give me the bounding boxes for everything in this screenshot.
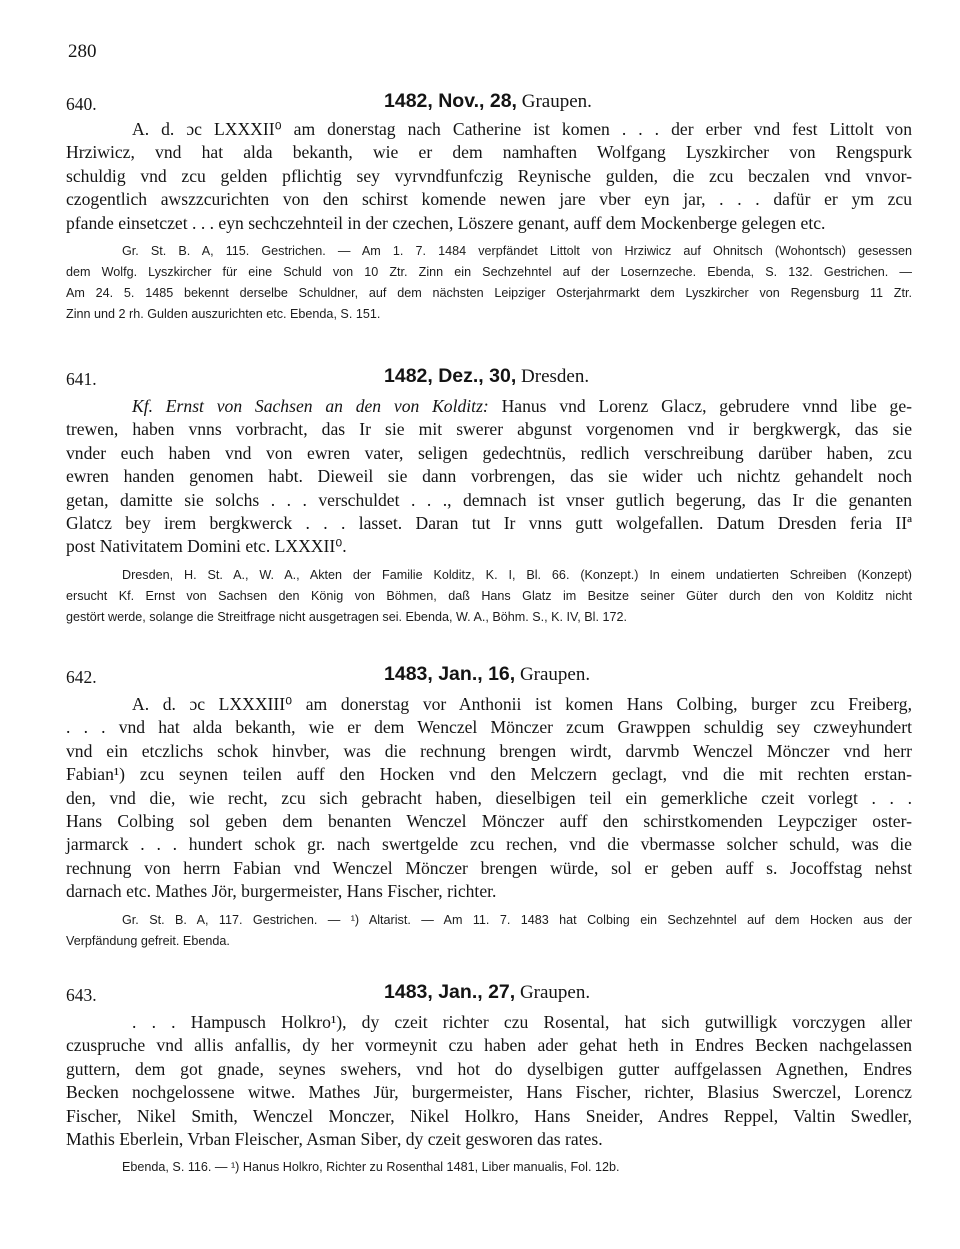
entry-place: Dresden. bbox=[521, 366, 590, 387]
text-line: schuldig vnd zcu gelden pflichtig sey vyrvndfunfczig Reynische gulden, die zcu beczalen vnd vnvor- bbox=[66, 165, 912, 186]
text-line: Mathis Eberlein, Vrban Fleischer, Asman Siber, dy czeit gesworen das rates. bbox=[66, 1129, 603, 1150]
note-line: Ebenda, S. 116. — ¹) Hanus Holkro, Richter zu Rosenthal 1481, Liber manualis, Fol. 12b. bbox=[122, 1160, 620, 1175]
note-line: gestört werde, solange die Streitfrage nicht ausgetragen sei. Ebenda, W. A., Böhm. S., K. IV, Bl. 172. bbox=[66, 609, 627, 624]
note-line: Dresden, H. St. A., W. A., Akten der Familie Kolditz, K. I, Bl. 66. (Konzept.) In einem undatierten Schreiben (Konzept) bbox=[122, 567, 912, 582]
text-line: Glatcz bey irem bergkwerck . . . lasset. Daran tut Ir vnns gutt wolgefallen. Datum Dresden feria IIª bbox=[66, 513, 912, 534]
entry-text bbox=[66, 1011, 912, 1151]
page-number: 280 bbox=[68, 41, 97, 62]
entry-text bbox=[66, 118, 912, 235]
text-line: trewen, haben vnns vorbracht, das Ir sie mit swerer abgunst vorgenomen vnd ir bergkwergk, das sie bbox=[66, 419, 912, 440]
entry-date: 1483, Jan., 27, bbox=[384, 981, 516, 1003]
entry-heading bbox=[66, 90, 912, 124]
entry-text bbox=[66, 395, 912, 559]
text-line: Becken nochgelossene witwe. Mathes Jür, burgermeister, Hans Fischer, richter, Blasius Swerczel, Lorencz bbox=[66, 1082, 912, 1103]
text-run: Hanus vnd Lorenz Glacz, gebrudere vnnd libe ge- bbox=[501, 396, 912, 416]
text-line: A. d. ɔc LXXXIII⁰ am donerstag vor Anthonii ist komen Hans Colbing, burger zcu Freiberg, bbox=[132, 694, 912, 714]
entry-date-place bbox=[384, 365, 589, 388]
entry-number: 643. bbox=[66, 985, 97, 1005]
text-line: Hrziwicz, vnd hat alda bekanth, wie er dem namhaften Wolfgang Lyszkircher von Rengspurk bbox=[66, 142, 912, 163]
entry-text bbox=[66, 693, 912, 904]
entry-number: 642. bbox=[66, 667, 97, 687]
entry-642 bbox=[66, 663, 912, 952]
text-line: Fabian¹) zcu seynen teilen auff den Hocken vnd den Melczern geclagt, vnd die mit rechten erstan- bbox=[66, 764, 912, 785]
text-line: Hans Colbing sol geben dem benanten Wenczel Mönczer auff den schirstkomenden Leypcziger oster- bbox=[66, 811, 912, 832]
entry-date: 1483, Jan., 16, bbox=[384, 663, 516, 685]
text-line: post Nativitatem Domini etc. LXXXII⁰. bbox=[66, 536, 347, 557]
entry-date-place bbox=[384, 981, 590, 1004]
entry-heading bbox=[66, 365, 912, 399]
entry-643 bbox=[66, 981, 912, 1178]
note-line: Gr. St. B. A, 115. Gestrichen. — Am 1. 7. 1484 verpfändet Littolt von Hrziwicz auf Ohnitsch (Wohontsch) gesessen bbox=[122, 244, 912, 259]
text-line: czuspruche vnd allis anfallis, dy her vormeynit czu haben ader gehat heth in Endres Becken nachgelassen bbox=[66, 1035, 912, 1056]
entry-date: 1482, Dez., 30, bbox=[384, 365, 517, 387]
entry-place: Graupen. bbox=[519, 982, 591, 1003]
text-line: czogentlich awszzcurichten von den schirst komende newen jare vber eyn jar, . . . dafür er ym zcu bbox=[66, 189, 912, 210]
text-line: guttern, dem got gnade, seynes swehers, vnd hot do dyselbigen gutter auffgelassen Agnethen, Endres bbox=[66, 1058, 912, 1079]
note-line: Verpfändung gefreit. Ebenda. bbox=[66, 933, 230, 948]
text-line: jarmarck . . . hundert schok gr. nach swertgelde zcu rechen, vnd die vbermasse solcher schuld, was die bbox=[66, 834, 912, 855]
entry-note bbox=[66, 241, 912, 325]
text-line: vnd ein etczlichs schok hinvber, was die rechnung brengen wirdt, darvmb Wenczel Mönczer vnd herr bbox=[66, 740, 912, 761]
entry-number: 640. bbox=[66, 94, 97, 114]
entry-note bbox=[66, 910, 912, 952]
entry-place: Graupen. bbox=[521, 91, 592, 112]
text-line: den, vnd die, wie recht, zcu sich gebracht haben, dieselbigen teil ein gemerkliche czeit vorlegt . . . bbox=[66, 787, 912, 808]
entry-heading bbox=[66, 663, 912, 697]
note-line: ersucht Kf. Ernst von Sachsen den König von Böhmen, daß Hans Glatz im Besitze seiner Güter durch den von Kolditz nicht bbox=[66, 588, 912, 603]
entry-place: Graupen. bbox=[519, 664, 591, 685]
entry-date-place bbox=[384, 90, 592, 113]
note-line: Gr. St. B. A, 117. Gestrichen. — ¹) Altarist. — Am 11. 7. 1483 hat Colbing ein Sechzehntel auf dem Hocken aus der bbox=[122, 912, 912, 927]
note-line: Zinn und 2 rh. Gulden auszurichten etc. Ebenda, S. 151. bbox=[66, 307, 381, 322]
text-line: ewren handen genomen habt. Dieweil sie dann vorbrengen, das sie wider uch nichtz gehandelt noch bbox=[66, 466, 912, 487]
text-line: . . . Hampusch Holkro¹), dy czeit richter czu Rosental, hat sich gutwilligk vorczygen aller bbox=[132, 1012, 912, 1032]
text-line: vnder euch haben vnd von ewren vater, seligen gedechtnüs, redlich verschreibung darüber haben, zcu bbox=[66, 442, 912, 463]
entry-640 bbox=[66, 90, 912, 325]
text-line: getan, damitte sie solchs . . . verschuldet . . ., demnach ist vnser gutlich begerung, das Ir die genanten bbox=[66, 489, 912, 510]
entry-heading bbox=[66, 981, 912, 1015]
entry-note bbox=[66, 565, 912, 628]
text-line: Fischer, Nikel Smith, Wenczel Monczer, Nikel Holkro, Hans Sneider, Andres Reppel, Valtin Swedler, bbox=[66, 1105, 912, 1126]
text-line: pfande einsetczet . . . eyn sechczehnteil in der czechen, Löszere genant, auff dem Mockenberge gelegen etc. bbox=[66, 212, 826, 233]
text-line: . . . vnd hat alda bekanth, wie er dem Wenczel Mönczer zcum Grawppen schuldig sey czweyhundert bbox=[66, 717, 912, 738]
note-line: Am 24. 5. 1485 bekennt derselbe Schuldner, auf dem nächsten Leipziger Osterjahrmarkt dem Lyszkircher von Regensburg 11 Ztr. bbox=[66, 286, 912, 301]
text-line: A. d. ɔc LXXXII⁰ am donerstag nach Catherine ist komen . . . der erber vnd fest Littolt von bbox=[132, 119, 912, 139]
text-line: rechnung von herrn Fabian vnd Wenczel Mönczer brengen würde, sol er geben auff s. Jocoffstag nehst bbox=[66, 857, 912, 878]
note-line: dem Wolfg. Lyszkircher für eine Schuld von 10 Ztr. Zinn ein Sechzehntel auf der Losernzeche. Ebenda, S. 132. Gestrichen. — bbox=[66, 265, 912, 280]
text-line: darnach etc. Mathes Jör, burgermeister, Hans Fischer, richter. bbox=[66, 881, 497, 902]
entry-address: Kf. Ernst von Sachsen an den von Kolditz: bbox=[132, 396, 489, 416]
entry-note bbox=[66, 1157, 912, 1178]
entry-date: 1482, Nov., 28, bbox=[384, 90, 517, 112]
entry-number: 641. bbox=[66, 369, 97, 389]
entry-641 bbox=[66, 365, 912, 628]
entry-date-place bbox=[384, 663, 590, 686]
